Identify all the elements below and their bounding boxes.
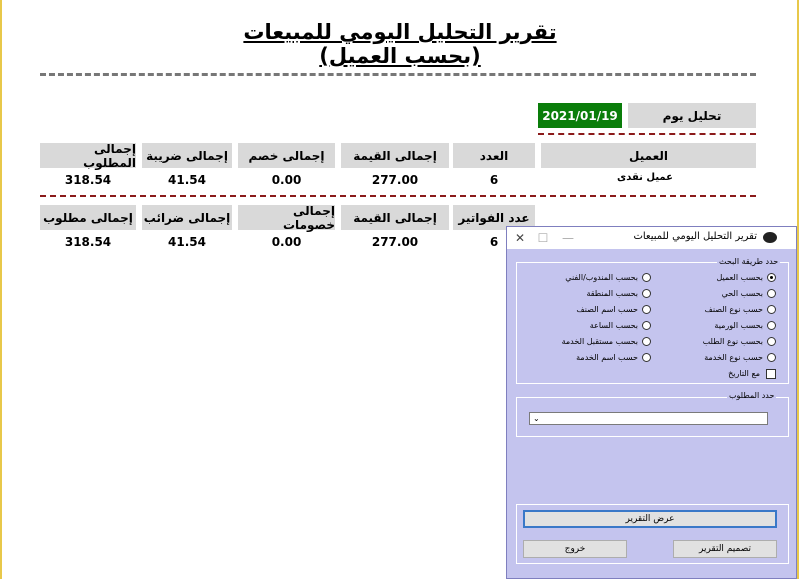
radio-by-rep[interactable] — [642, 273, 651, 282]
option-by-item-name[interactable] — [576, 303, 651, 316]
cell-summary-total-due: 318.54 — [64, 235, 112, 249]
option-label: حسب اسم الخدمة — [576, 353, 638, 362]
dialog-titlebar[interactable] — [507, 227, 796, 249]
cell-total-value: 277.00 — [371, 173, 419, 187]
exit-button[interactable]: خروج — [523, 540, 627, 558]
show-report-button[interactable]: عرض التقرير — [523, 510, 777, 528]
option-by-service-name[interactable] — [576, 351, 651, 364]
header-total-discounts: إجمالى خصومات — [238, 205, 335, 230]
checkbox-with-date[interactable] — [766, 369, 776, 379]
close-icon[interactable]: ✕ — [514, 231, 526, 245]
option-by-hour[interactable] — [590, 319, 651, 332]
search-method-caption: حدد طريقة البحث — [719, 257, 779, 266]
header-total-tax: إجمالى ضريبة — [142, 143, 232, 168]
report-title: تقرير التحليل اليومي للمبيعات (بحسب العميل) — [243, 20, 557, 68]
required-select[interactable] — [529, 412, 768, 425]
option-by-customer[interactable] — [716, 271, 776, 284]
option-label: بحسب العميل — [716, 273, 763, 282]
option-by-shift[interactable] — [714, 319, 776, 332]
cell-total-due: 318.54 — [64, 173, 112, 187]
option-by-service-type[interactable] — [704, 351, 776, 364]
option-label: بحسب الساعة — [589, 321, 638, 330]
minimize-icon[interactable]: — — [562, 231, 574, 245]
header-total-due: إجمالى المطلوب — [40, 143, 136, 168]
cell-invoice-count: 6 — [489, 235, 499, 249]
option-by-service-receiver[interactable] — [562, 335, 651, 348]
option-by-district[interactable] — [722, 287, 776, 300]
option-label: بحسب المنطقة — [586, 289, 638, 298]
header-summary-total-due: إجمالى مطلوب — [40, 205, 136, 230]
required-caption: حدد المطلوب — [729, 391, 775, 400]
analysis-day-label: تحليل يوم — [628, 103, 756, 128]
option-by-item-type[interactable] — [705, 303, 776, 316]
cell-total-discounts: 0.00 — [271, 235, 302, 249]
date-separator — [538, 133, 756, 135]
header-count: العدد — [453, 143, 535, 168]
dialog-title: تقرير التحليل اليومي للمبيعات — [633, 231, 757, 242]
option-label: بحسب المندوب/الفني — [565, 273, 638, 282]
chevron-down-icon[interactable]: ⌄ — [533, 414, 540, 423]
radio-by-shift[interactable] — [767, 321, 776, 330]
radio-by-district[interactable] — [767, 289, 776, 298]
radio-by-service-name[interactable] — [642, 353, 651, 362]
header-invoice-count: عدد الفواتير — [453, 205, 535, 230]
option-label: حسب نوع الخدمة — [704, 353, 763, 362]
header-total-discount: إجمالى خصم — [238, 143, 335, 168]
option-by-region[interactable] — [586, 287, 651, 300]
radio-by-customer[interactable] — [767, 273, 776, 282]
radio-by-region[interactable] — [642, 289, 651, 298]
title-separator — [40, 73, 756, 76]
radio-by-item-name[interactable] — [642, 305, 651, 314]
option-label: بحسب الحي — [721, 289, 763, 298]
radio-by-hour[interactable] — [642, 321, 651, 330]
window-left-edge — [0, 0, 2, 579]
header-total-taxes: إجمالى ضرائب — [142, 205, 232, 230]
cell-total-taxes: 41.54 — [168, 235, 206, 249]
option-by-order-type[interactable] — [703, 335, 776, 348]
header-customer: العميل — [541, 143, 756, 168]
option-label: بحسب نوع الطلب — [702, 337, 763, 346]
header-summary-total-value: إجمالى القيمة — [341, 205, 449, 230]
app-icon — [763, 232, 777, 243]
cell-customer: عميل نقدى — [617, 171, 673, 183]
option-label: حسب اسم الصنف — [576, 305, 638, 314]
option-by-rep[interactable] — [565, 271, 651, 284]
cell-total-discount: 0.00 — [271, 173, 302, 187]
radio-by-service-type[interactable] — [767, 353, 776, 362]
maximize-icon[interactable]: ☐ — [537, 231, 549, 245]
option-label: حسب نوع الصنف — [704, 305, 763, 314]
cell-summary-total-value: 277.00 — [371, 235, 419, 249]
radio-by-item-type[interactable] — [767, 305, 776, 314]
design-report-button[interactable]: تصميم التقرير — [673, 540, 777, 558]
option-label: مع التاريخ — [728, 369, 760, 378]
option-label: بحسب الورمية — [714, 321, 763, 330]
radio-by-service-receiver[interactable] — [642, 337, 651, 346]
report-dialog — [506, 226, 797, 579]
option-label: بحسب مستقبل الخدمة — [561, 337, 638, 346]
report-date: 2021/01/19 — [538, 103, 622, 128]
option-with-date[interactable] — [728, 367, 776, 380]
cell-count: 6 — [489, 173, 499, 187]
table-separator — [40, 195, 756, 197]
header-total-value: إجمالى القيمة — [341, 143, 449, 168]
cell-total-tax: 41.54 — [168, 173, 206, 187]
radio-by-order-type[interactable] — [767, 337, 776, 346]
